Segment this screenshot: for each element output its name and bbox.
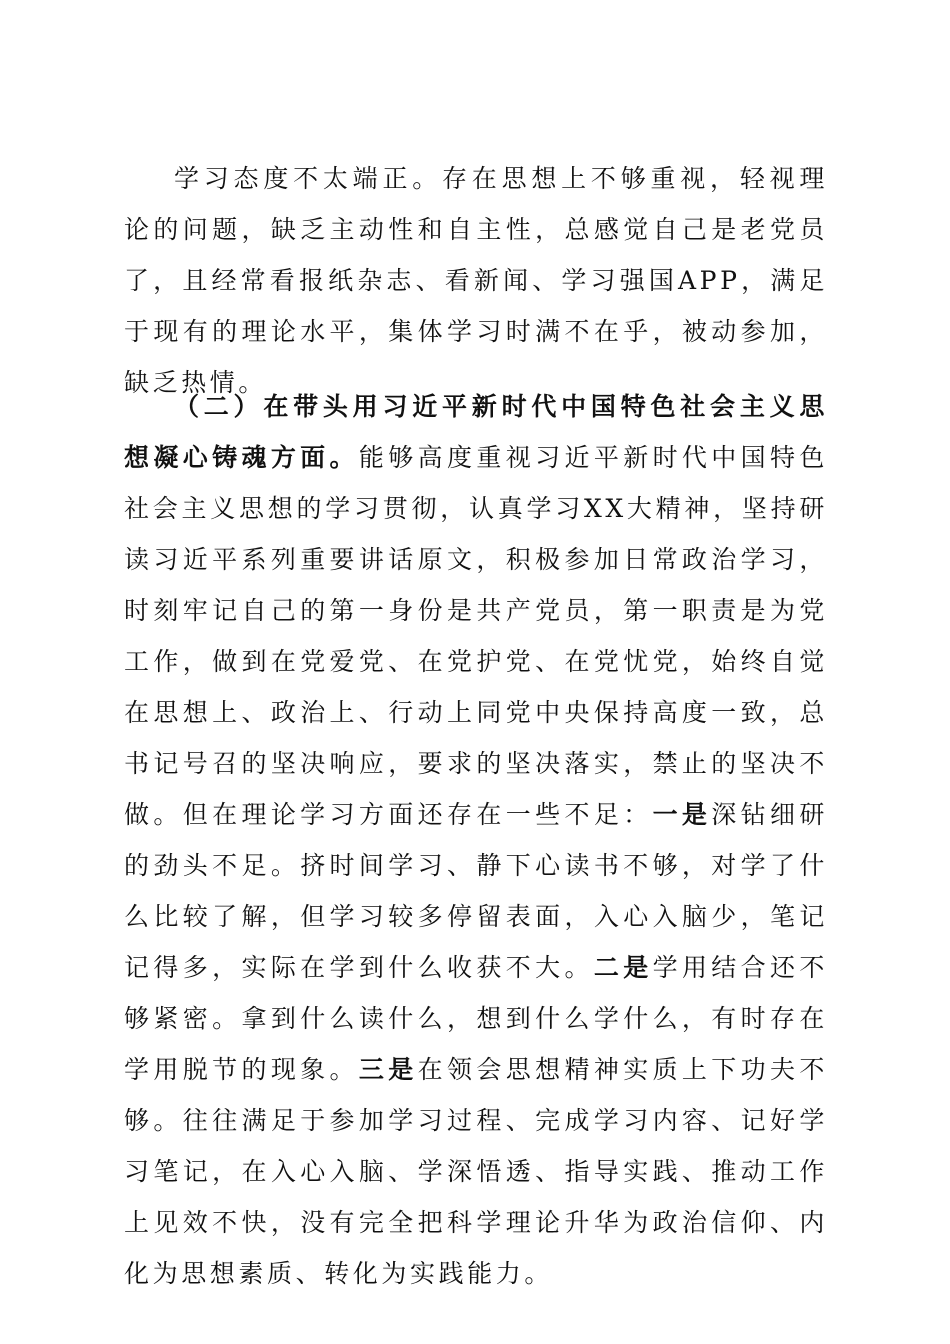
- paragraph-1: 学习态度不太端正。存在思想上不够重视，轻视理论的问题，缺乏主动性和自主性，总感觉自己是老党员了，且经常看报纸杂志、看新闻、学习强国APP，满足于现有的理论水平，集体学习时满不在乎，被动参加，缺乏热情。: [124, 164, 828, 397]
- section-intro-text: 能够高度重视习近平新时代中国特色社会主义思想的学习贯彻，认真学习XX大精神，坚持研读习近平系列重要讲话原文，积极参加日常政治学习，时刻牢记自己的第一身份是共产党员，第一职责是为党工作，做到在党爱党、在党护党、在党忧党，始终自觉在思想上、政治上、行动上同党中央保持高度一致，总书记号召的坚决响应，要求的坚决落实，禁止的坚决不做。但在理论学习方面还存在一些不足：: [124, 443, 828, 829]
- point-2-label: 二是: [593, 953, 653, 982]
- paragraph-2: [124, 381, 828, 1299]
- point-1-text: 深钻细研的劲头不足。挤时间学习、静下心读书不够，对学了什么比较了解，但学习较多停留表面，入心入脑少，笔记记得多，实际在学到什么收获不大。: [124, 800, 828, 982]
- point-3-label: 三是: [358, 1055, 418, 1084]
- paragraph-2-block: [124, 381, 828, 1299]
- point-1-label: 一是: [652, 800, 712, 829]
- paragraph-1-block: [124, 153, 828, 408]
- point-3-text: 在领会思想精神实质上下功夫不够。往往满足于参加学习过程、完成学习内容、记好学习笔记，在入心入脑、学深悟透、指导实践、推动工作上见效不快，没有完全把科学理论升华为政治信仰、内化为思想素质、转化为实践能力。: [124, 1055, 828, 1288]
- point-2-text: 学用结合还不够紧密。拿到什么读什么，想到什么学什么，有时存在学用脱节的现象。: [124, 953, 829, 1084]
- section-heading: （二）在带头用习近平新时代中国特色社会主义思想凝心铸魂方面。: [124, 392, 828, 472]
